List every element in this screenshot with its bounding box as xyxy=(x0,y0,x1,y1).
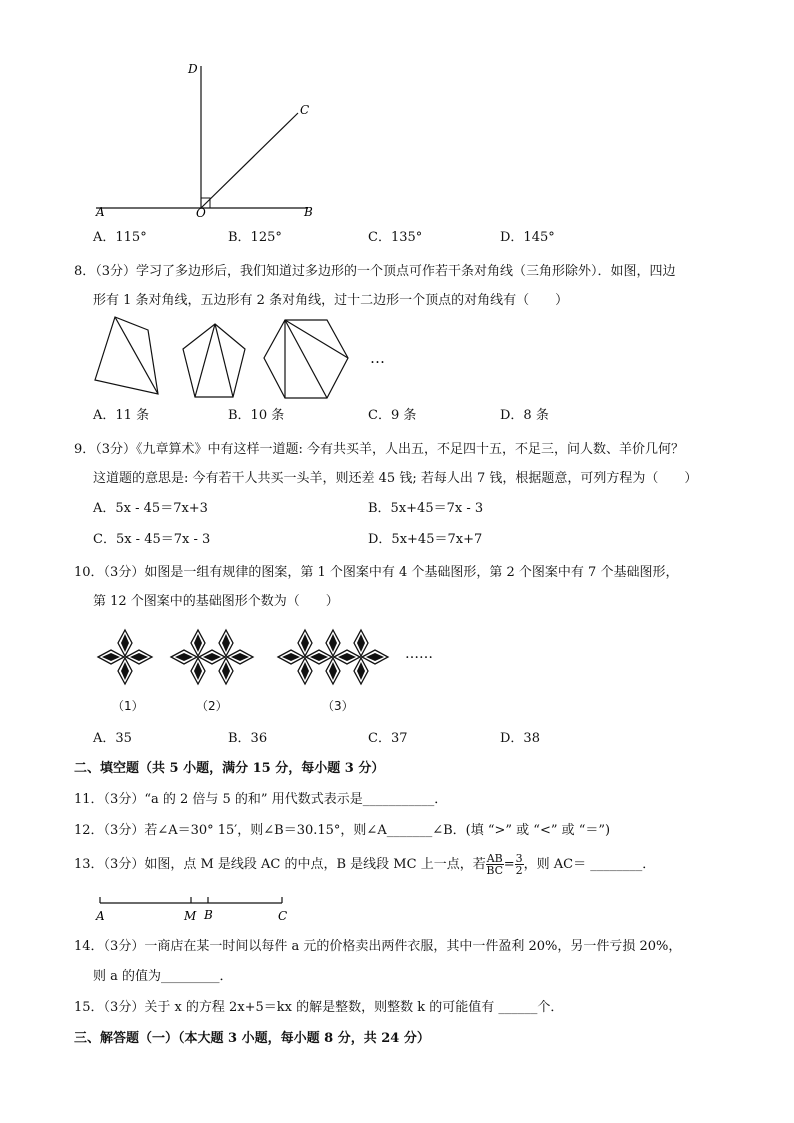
q14-text-line2: 则 a 的值为_________． xyxy=(93,969,233,984)
q7-option-a: A．115° xyxy=(93,230,147,245)
q10-text-line1: 10．（3分）如图是一组有规律的图案，第 1 个图案中有 4 个基础图形，第 2 个图案中有 7 个基础图形， xyxy=(74,565,679,580)
q10-text-line2: 第 12 个图案中的基础图形个数为（ ） xyxy=(93,594,339,609)
q13-eq: = xyxy=(503,857,515,872)
q9-option-d: D．5x+45＝7x+7 xyxy=(368,532,483,547)
q10-caption-3: （3） xyxy=(322,699,354,713)
q12-text: 12．（3分）若∠A＝30° 15′，则∠B＝30.15°，则∠A_______∠B．(填 “>” 或 “<” 或 “＝”) xyxy=(74,823,611,838)
q9-option-c: C．5x - 45＝7x - 3 xyxy=(93,532,211,547)
pattern-figures xyxy=(92,626,412,692)
q10-caption-2: （2） xyxy=(196,699,228,713)
q9-option-b: B．5x+45＝7x - 3 xyxy=(368,501,484,516)
q10-caption-1: （1） xyxy=(112,699,144,713)
q9-text-line2: 这道题的意思是: 今有若干人共买一头羊，则还差 45 钱; 若每人出 7 钱，根据题意，可列方程为（ ） xyxy=(93,471,698,486)
seg-label-a: A xyxy=(96,909,105,923)
label-b: B xyxy=(304,205,313,219)
q8-option-b: B．10 条 xyxy=(228,408,285,423)
q13-frac2-num: 3 xyxy=(515,852,523,865)
q14-text-line1: 14．（3分）一商店在某一时间以每件 a 元的价格卖出两件衣服，其中一件盈利 20%，另一件亏损 20%， xyxy=(74,939,682,954)
q7-option-d: D．145° xyxy=(500,230,555,245)
q13-fraction-ab-bc xyxy=(486,853,504,876)
polygon-figures xyxy=(90,312,400,404)
q10-option-d: D．38 xyxy=(500,731,540,746)
q9-option-a: A．5x - 45＝7x+3 xyxy=(93,501,208,516)
q10-option-b: B．36 xyxy=(228,731,268,746)
q11-text: 11．（3分）“a 的 2 倍与 5 的和” 用代数式表示是___________． xyxy=(74,792,448,807)
q13-post: ，则 AC＝ ________． xyxy=(523,857,656,872)
section3-heading: 三、解答题（一）（本大题 3 小题，每小题 8 分，共 24 分） xyxy=(74,1031,430,1046)
q13-frac2-den: 2 xyxy=(515,864,523,877)
q15-text: 15．（3分）关于 x 的方程 2x+5＝kx 的解是整数，则整数 k 的可能值有 ______个． xyxy=(74,1000,564,1015)
seg-label-c: C xyxy=(278,909,288,923)
label-a: A xyxy=(96,205,105,219)
q8-option-a: A．11 条 xyxy=(93,408,150,423)
q10-ellipsis: …… xyxy=(405,646,433,662)
angle-figure xyxy=(88,58,328,223)
q8-text-line1: 8．（3分）学习了多边形后，我们知道过多边形的一个顶点可作若干条对角线（三角形除外）．如图，四边 xyxy=(74,264,676,279)
label-o: O xyxy=(196,206,206,220)
q13-frac-den: BC xyxy=(486,864,504,877)
q8-option-c: C．9 条 xyxy=(368,408,417,423)
q8-ellipsis: … xyxy=(370,349,385,367)
q9-text-line1: 9．（3分）《九章算术》中有这样一道题: 今有共买羊，人出五，不足四十五，不足三，问人数、羊价几何？ xyxy=(74,442,685,457)
q13-frac-num: AB xyxy=(486,852,503,865)
segment-figure xyxy=(92,893,302,927)
q13-pre: 13．（3分）如图，点 M 是线段 AC 的中点，B 是线段 MC 上一点，若 xyxy=(74,857,486,872)
label-d: D xyxy=(188,62,198,76)
label-c: C xyxy=(300,103,310,117)
q8-option-d: D．8 条 xyxy=(500,408,549,423)
section2-heading: 二、填空题（共 5 小题，满分 15 分，每小题 3 分） xyxy=(74,761,385,776)
q13-fraction-3-2 xyxy=(515,853,524,876)
q10-option-c: C．37 xyxy=(368,731,408,746)
q13-text xyxy=(74,852,655,878)
q7-option-b: B．125° xyxy=(228,230,282,245)
q10-option-a: A．35 xyxy=(93,731,132,746)
q7-option-c: C．135° xyxy=(368,230,423,245)
seg-label-m: M xyxy=(184,909,197,923)
seg-label-b: B xyxy=(204,908,213,922)
q8-text-line2: 形有 1 条对角线，五边形有 2 条对角线，过十二边形一个顶点的对角线有（ ） xyxy=(93,293,569,308)
